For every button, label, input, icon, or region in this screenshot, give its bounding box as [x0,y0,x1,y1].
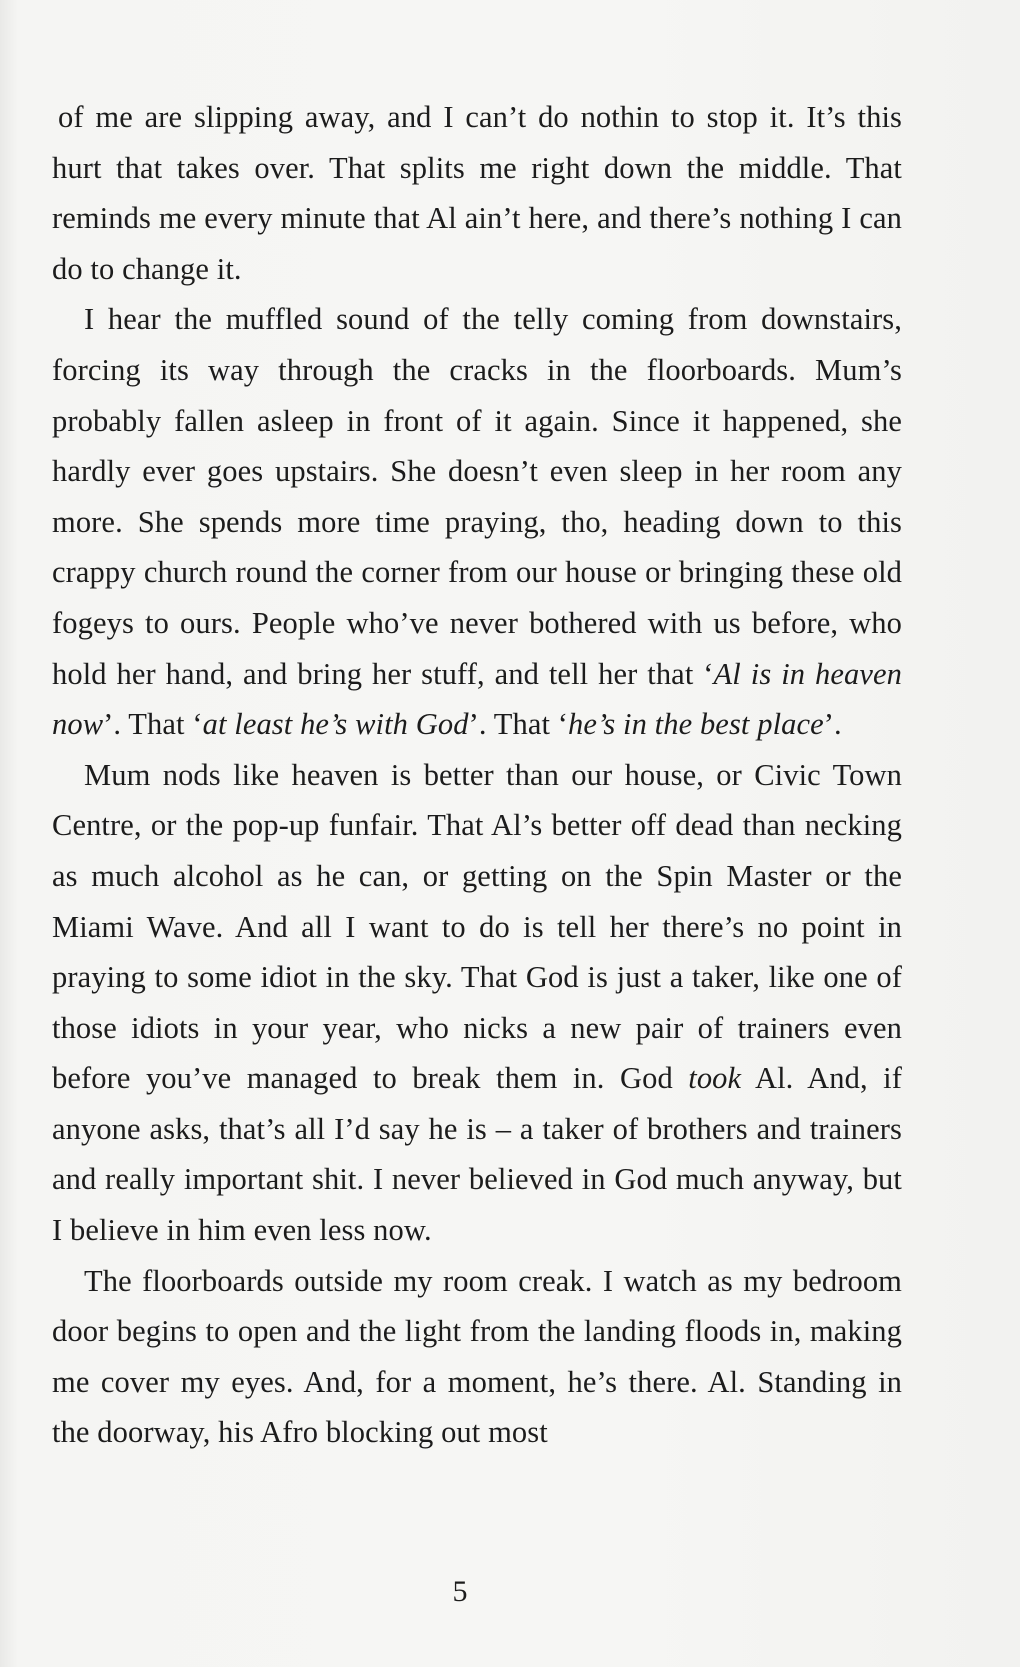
italic-quote-god: at least he’s with God [202,707,469,742]
paragraph-2 [52,294,902,749]
paragraph-3-text: Al. And, if anyone asks, that’s all I’d say he is – a taker of brothers and trainers and really important shit. I never believed in God much anyway, but I believe in him even less now. [52,1061,902,1248]
paragraph-2-text: I hear the muffled sound of the telly coming from downstairs, forcing its way through the cracks in the floorboards. Mum’s probably fallen asleep in front of it again. Since it happened, she hardly ever goes upstairs. She doesn’t even sleep in her room any more. She spends more time praying, tho, heading down to this crappy church round the corner from our house or bringing these old fogeys to ours. People who’ve never bothered with us before, who hold her hand, and bring her stuff, and tell her that ‘ [52,302,902,691]
paragraph-3-text: Mum nods like heaven is better than our house, or Civic Town Centre, or the pop-up funfair. That Al’s better off dead than necking as much alcohol as he can, or getting on the Spin Master or the Miami Wave. And all I want to do is tell her there’s no point in praying to some idiot in the sky. That God is just a taker, like one of those idiots in your year, who nicks a new pair of trainers even before you’ve managed to break them in. God [52,757,902,1096]
paragraph-1 [52,92,902,294]
paragraph-2-text: ’. [823,707,842,742]
paragraph-3 [52,750,902,1256]
italic-quote-heaven: Al is in heaven now [52,656,902,742]
paragraph-1-text: of me are slipping away, and I can’t do nothin to stop it. It’s this hurt that takes over. That splits me right down the middle. That reminds me every minute that Al ain’t here, and there’s nothing I can do to change it. [52,100,902,286]
italic-word-took: took [688,1061,742,1096]
paragraph-4-text: The floorboards outside my room creak. I watch as my bedroom door begins to open and the light from the landing floods in, making me cover my eyes. And, for a moment, he’s there. Al. Standing in the doorway, his Afro blocking out most [52,1263,902,1450]
body-text [52,92,902,1458]
paragraph-2-text: ’. That ‘ [468,707,569,742]
paragraph-2-text: ’. That ‘ [103,707,203,742]
page-number: 5 [452,1575,468,1608]
italic-quote-best-place: he’s in the best place [568,707,824,742]
paragraph-4 [52,1256,902,1458]
